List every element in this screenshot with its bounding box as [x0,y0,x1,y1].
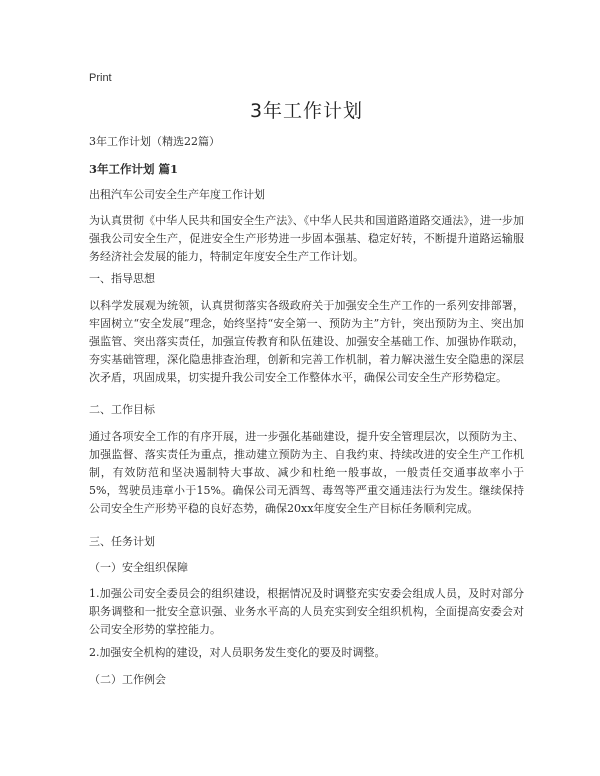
heading-guiding-ideology: 一、指导思想 [89,272,155,285]
page-title: 3年工作计划 [249,100,364,122]
paragraph-safety-agency: 2.加强安全机构的建设，对人员职务发生变化的要及时调整。 [89,646,386,659]
doc-subtitle: 3年工作计划（精选22篇） [89,135,220,148]
paragraph-work-goals: 通过各项安全工作的有序开展，进一步强化基础建设，提升安全管理层次，以预防为主、加强监督、落实责任为重点，推动建立预防为主、自我约束、持续改进的安全生产工作机制，有效防范和坚决遏制特大事故、减少和杜绝一般事故，一般责任交通事故率小于5%，驾驶员违章小于15%。确保公司无酒驾、毒驾等严重交通违法行为发生。继续保持公司安全生产形势平稳的良好态势，确保20xx年度安全生产目标任务顺利完成。 [89,430,524,515]
heading-safety-organization: （一）安全组织保障 [89,561,188,574]
intro-paragraph: 为认真贯彻《中华人民共和国安全生产法》、《中华人民共和国道路道路交通法》，进一步加强我公司安全生产，促进安全生产形势进一步固本强基、稳定好转，不断提升道路运输服务经济社会发展的能力，特制定年度安全生产工作计划。 [89,214,524,263]
doc-name: 出租汽车公司安全生产年度工作计划 [89,188,265,201]
heading-work-goals: 二、工作目标 [89,403,155,416]
print-link[interactable]: Print [89,72,112,84]
paragraph-safety-committee: 1.加强公司安全委员会的组织建设，根据情况及时调整充实安委会组成人员，及时对部分职务调整和一批安全意识强、业务水平高的人员充实到安全组织机构，全面提高安委会对公司安全形势的掌控能力。 [89,587,524,636]
heading-work-meeting: （二）工作例会 [89,673,166,686]
heading-task-plan: 三、任务计划 [89,535,155,548]
section-title: 3年工作计划 篇1 [89,162,179,176]
paragraph-guiding-ideology: 以科学发展观为统领，认真贯彻落实各级政府关于加强安全生产工作的一系列安排部署，牢固树立“安全发展”理念，始终坚持“安全第一、预防为主”方针，突出预防为主、突出加强监管、突出落实责任，加强宣传教育和队伍建设、加强安全基础工作、加强协作联动，夯实基础管理，深化隐患排查治理，创新和完善工作机制，着力解决滋生安全隐患的深层次矛盾，巩固成果，切实提升我公司安全工作整体水平，确保公司安全生产形势稳定。 [89,299,524,384]
